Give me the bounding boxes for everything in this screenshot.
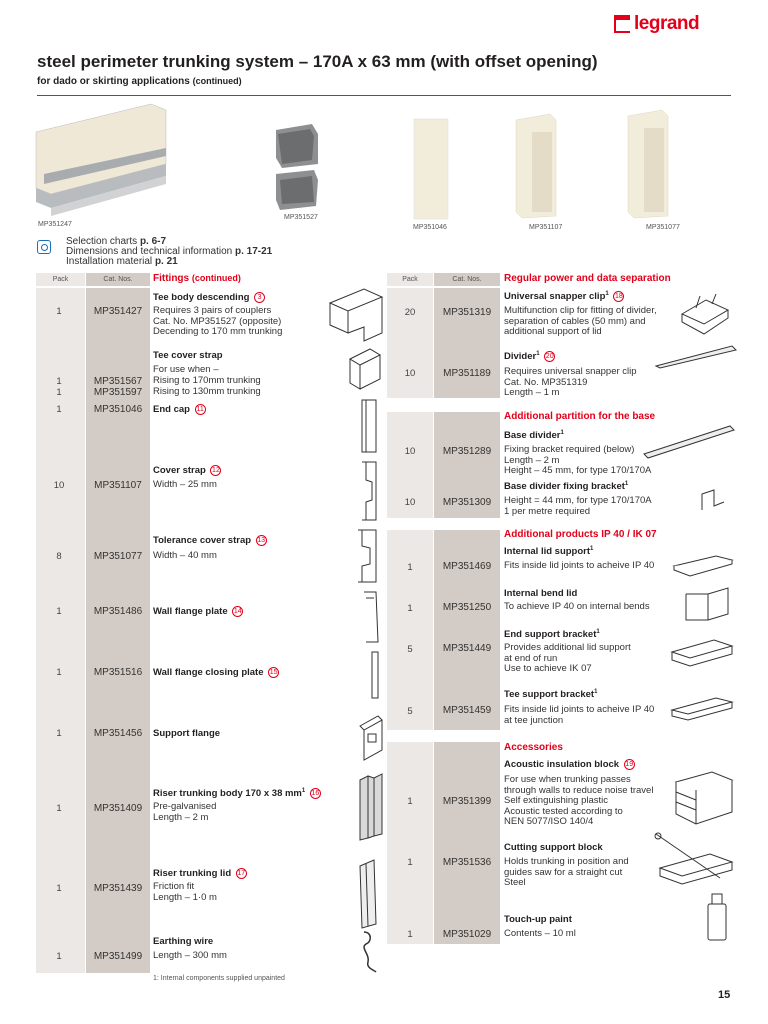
riser-trunking-lid-drawing [356,858,382,930]
item-name: Riser trunking lid 17 [153,868,246,880]
left-pack-header: Pack [36,273,85,286]
right-pack-column [387,530,433,730]
pack-cell: 10 [404,497,416,508]
cat-no-cell[interactable]: MP351319 [442,307,492,318]
tee-support-bracket-drawing [668,694,736,722]
item-description: Fixing bracket required (below) Length – 2 m Height – 45 mm, for type 170/170A [504,444,652,476]
photo-caption-3: MP351046 [413,224,447,231]
cat-no-cell[interactable]: MP351107 [94,480,142,491]
reference-line[interactable]: Dimensions and technical information p. 17-21 [66,246,273,257]
cat-no-cell[interactable]: MP351536 [442,857,492,868]
cat-no-cell[interactable]: MP351486 [93,606,143,617]
item-description: Length – 300 mm [153,950,227,961]
photo-caption-5: MP351077 [646,224,680,231]
end-cap-drawing [358,398,380,454]
item-name: Tee support bracket$^1$ [504,689,598,701]
item-description: Holds trunking in position and guides saw for a straight cut Steel [504,856,629,888]
cat-no-cell[interactable]: MP351499 [93,951,143,962]
wall-flange-closing-plate-drawing [370,650,382,700]
pack-cell: 1 [407,796,413,807]
cover-strap-drawing [358,460,382,522]
item-name: Tee body descending 3 [153,292,265,303]
right-cat-column [434,530,500,730]
cat-no-cell[interactable]: MP351077 [93,551,143,562]
cat-no-cell[interactable]: MP351567 [93,376,143,387]
item-description: Friction fit Length – 1·0 m [153,881,217,903]
right-cat-column [434,742,500,944]
item-description: To achieve IP 40 on internal bends [504,601,650,612]
item-description: Rising to 130mm trunking [153,386,261,397]
reference-number-badge: 15 [269,669,278,676]
pack-cell: 1 [56,728,62,739]
item-description: For use when trunking passes through walls to reduce noise travel Self extinguishing plastic Acoustic tested according to NEN 5077/ISO 140/4 [504,774,654,827]
reference-number-badge: 11 [196,406,204,413]
cat-no-cell[interactable]: MP351597 [93,387,143,398]
pack-cell: 1 [56,883,62,894]
end-support-bracket-drawing [668,636,736,668]
pack-cell: 1 [56,606,62,617]
item-description: Requires universal snapper clip Cat. No. MP351319 Length – 1 m [504,366,637,398]
item-description: Multifunction clip for fitting of divider, separation of cables (50 mm) and additional support of lid [504,305,657,337]
cat-no-cell[interactable]: MP351439 [93,883,143,894]
divider-drawing [652,344,738,370]
cat-no-cell[interactable]: MP351427 [93,306,143,317]
photo-tolerance-cover-strap [622,108,674,220]
cat-no-cell[interactable]: MP351189 [443,368,491,379]
reference-book-icon [37,240,51,254]
right-pack-header: Pack [387,273,433,286]
section-title-accessories: Accessories [504,742,563,753]
right-pack-column [387,288,433,398]
photo-end-cap [412,117,452,221]
item-name: Wall flange closing plate 15 [153,667,278,679]
cat-no-cell[interactable]: MP351399 [442,796,492,807]
wall-flange-plate-drawing [360,590,382,644]
tee-body-drawing [324,285,384,345]
item-description: Fits inside lid joints to acheive IP 40 at tee junction [504,704,655,726]
pack-cell: 1 [56,376,62,387]
reference-number-badge: 16 [311,790,320,798]
item-name: Cutting support block [504,842,603,853]
item-name: Internal bend lid [504,588,578,599]
cat-no-cell[interactable]: MP351289 [442,446,492,457]
cat-no-cell[interactable]: MP351459 [442,705,492,716]
page-number: 15 [718,989,731,1001]
photo-caption-1: MP351247 [38,221,72,228]
item-name: Base divider$^1$ [504,430,564,442]
reference-number-badge: 12 [212,467,220,474]
pack-cell: 1 [56,306,62,317]
item-name: Base divider fixing bracket$^1$ [504,481,629,493]
item-name: End support bracket$^1$ [504,629,600,641]
right-cat-column [434,288,500,398]
pack-cell: 5 [407,706,413,717]
pack-cell: 10 [53,480,65,491]
base-divider-drawing [640,424,738,460]
support-flange-drawing [356,712,384,764]
reference-number-badge: 14 [233,608,242,615]
item-description: Width – 25 mm [153,479,217,490]
item-name: Cover strap 12 [153,465,220,477]
item-name: Acoustic insulation block 19 [504,759,634,771]
item-description: Fits inside lid joints to acheive IP 40 [504,560,655,571]
reference-number-badge: 17 [237,870,246,877]
pack-cell: 1 [56,404,62,415]
item-name: Riser trunking body 170 x 38 $mm^1$ 16 [153,788,320,800]
pack-cell: 1 [407,929,413,940]
cat-no-cell[interactable]: MP351456 [93,728,143,739]
section-title-partition: Additional partition for the base [504,411,656,422]
pack-cell: 1 [56,951,62,962]
reference-links [66,237,272,267]
section-title-power-data: Regular power and data separation [504,273,671,284]
pack-cell: 8 [56,551,62,562]
item-name: Tee cover strap [153,350,223,361]
snapper-clip-drawing [676,290,734,340]
item-description: Pre-galvanised Length – 2 m [153,801,217,823]
reference-number-badge: 13 [257,537,266,544]
pack-cell: 1 [56,387,62,398]
legrand-logo-text: legrand [634,13,700,34]
pack-cell: 1 [407,603,413,614]
left-section-title: Fittings (continued) [153,273,241,284]
item-description: Rising to 170mm trunking [153,375,261,386]
left-cat-header: Cat. Nos. [86,273,150,286]
tolerance-cover-strap-drawing [354,528,382,584]
earthing-wire-drawing [356,928,382,974]
cutting-block-drawing [650,828,736,892]
cat-no-cell[interactable]: MP351309 [442,497,492,508]
item-description: Height = 44 mm, for type 170/170A 1 per metre required [504,495,652,517]
reference-line[interactable]: Installation material p. 21 [66,256,178,267]
item-name: Tolerance cover strap 13 [153,535,266,547]
riser-trunking-body-drawing [356,772,386,842]
footnote: 1: Internal components supplied unpainted [153,975,285,982]
photo-coupler [272,124,322,212]
internal-bend-lid-drawing [682,584,732,624]
cat-no-cell[interactable]: MP351046 [93,404,143,415]
item-name: Divider$^1$ 20 [504,351,554,363]
cat-no-cell[interactable]: MP351469 [442,561,492,572]
item-name: Wall flange plate 14 [153,606,242,618]
photo-cover-strap [512,112,562,220]
pack-cell: 20 [404,307,416,318]
cat-no-cell[interactable]: MP351250 [442,602,492,613]
item-description: Requires 3 pairs of couplers Cat. No. MP351527 (opposite) Decending to 170 mm trunking [153,305,283,337]
right-pack-column [387,742,433,944]
item-name: Support flange [153,728,221,739]
page-title: steel perimeter trunking system – 170A x 63 mm (with offset opening) [37,52,598,71]
reference-number-badge: 20 [545,353,554,361]
legrand-logo [614,13,699,35]
reference-number-badge: 18 [614,293,623,301]
acoustic-block-drawing [672,768,736,826]
fixing-bracket-drawing [698,488,728,514]
item-description: For use when – [153,364,219,375]
photo-caption-2: MP351527 [284,214,318,221]
cat-no-cell[interactable]: MP351029 [442,929,492,940]
cat-no-cell[interactable]: MP351449 [442,643,492,654]
cat-no-cell[interactable]: MP351516 [93,667,143,678]
pack-cell: 5 [407,644,413,655]
photo-caption-4: MP351107 [529,224,563,231]
item-name: Earthing wire [153,936,214,947]
photo-trunking-body [36,104,166,220]
item-name: Touch-up paint [504,914,572,925]
pack-cell: 1 [56,803,62,814]
item-description: Provides additional lid support at end of run Use to achieve IK 07 [504,642,631,674]
legrand-logo-mark [614,15,630,33]
item-description: Width – 40 mm [153,550,217,561]
item-name: Internal lid support$^1$ [504,546,594,558]
pack-cell: 10 [404,368,416,379]
title-divider [37,95,731,96]
item-description: Contents – 10 ml [504,928,576,939]
pack-cell: 1 [407,562,413,573]
internal-lid-support-drawing [670,552,736,578]
reference-number-badge: 19 [625,761,634,768]
pack-cell: 1 [407,857,413,868]
reference-number-badge: 3 [254,292,265,303]
page-subtitle: for dado or skirting applications (continued) [37,76,242,87]
pack-cell: 10 [404,446,416,457]
reference-line[interactable]: Selection charts p. 6-7 [66,236,167,247]
cat-no-cell[interactable]: MP351409 [93,803,143,814]
item-name: End cap 11 [153,404,204,416]
pack-cell: 1 [56,667,62,678]
touch-up-paint-drawing [704,892,730,944]
right-cat-header: Cat. Nos. [434,273,500,286]
item-name: Universal snapper clip$^1$ 18 [504,291,623,303]
section-title-ip40-ik07: Additional products IP 40 / IK 07 [504,529,657,540]
tee-cover-strap-drawing [346,345,382,395]
